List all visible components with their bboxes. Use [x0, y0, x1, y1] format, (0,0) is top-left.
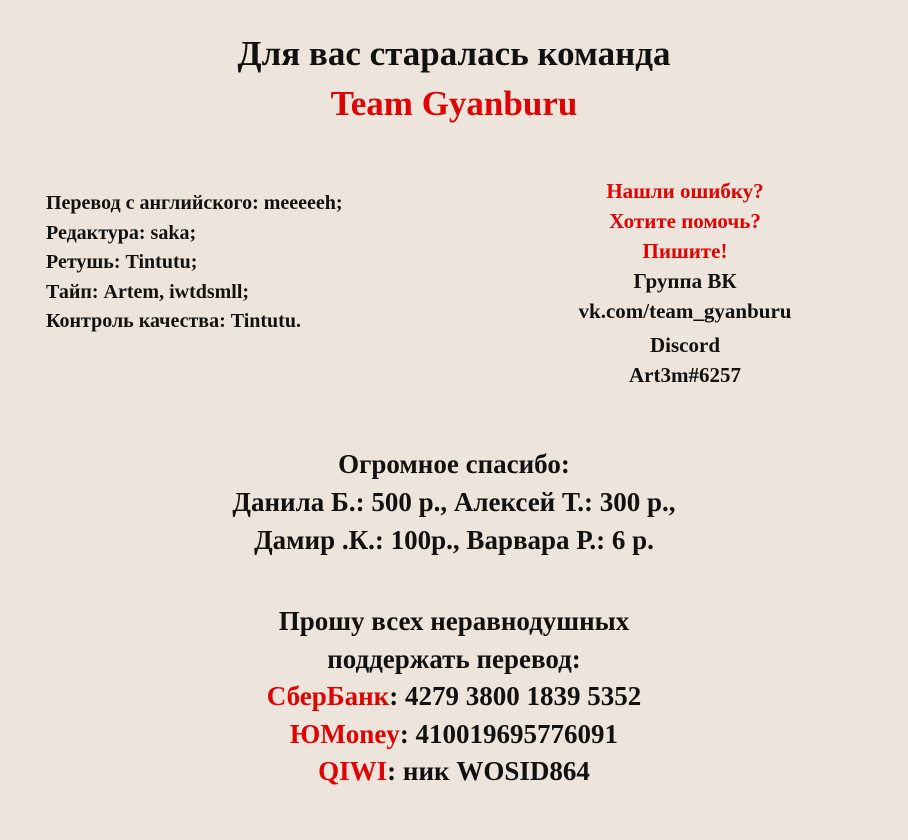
payment-qiwi: [0, 753, 908, 791]
found-error-text: Нашли ошибку?: [606, 179, 764, 203]
payment-value: : ник WOSID864: [387, 756, 590, 786]
support-line: Прошу всех неравнодушных: [278, 606, 630, 636]
payment-yumoney: [0, 716, 908, 754]
support-block: [0, 603, 908, 791]
credit-editing: Редактура: saka;: [46, 221, 197, 244]
credits-list: [46, 189, 343, 337]
credit-retouch: Ретушь: Tintutu;: [46, 251, 198, 273]
payment-name: СберБанк: [266, 681, 390, 711]
thanks-title: Огромное спасибо:: [338, 449, 570, 479]
discord-label: Discord: [650, 333, 720, 357]
thanks-block: [0, 445, 908, 559]
payment-name: QIWI: [318, 756, 388, 786]
discord-handle: Art3m#6257: [629, 363, 741, 387]
donor-line: Данила Б.: 500 р., Алексей Т.: 300 р.,: [232, 487, 676, 517]
credit-typesetting: Тайп: Artem, iwtdsmll;: [46, 280, 250, 303]
credit-quality-control: Контроль качества: Tintutu.: [46, 310, 301, 332]
payment-value: : 4279 3800 1839 5352: [389, 681, 642, 711]
write-us-text: Пишите!: [642, 239, 728, 263]
page-title: Для вас старалась команда: [237, 34, 671, 73]
vk-group-link[interactable]: vk.com/team_gyanburu: [578, 299, 792, 323]
payment-value: : 410019695776091: [399, 718, 619, 749]
support-line: поддержать перевод:: [327, 643, 581, 674]
team-name: Team Gyanburu: [330, 84, 578, 123]
payment-name: ЮMoney: [289, 718, 400, 749]
want-help-text: Хотите помочь?: [609, 209, 761, 233]
credit-translation: Перевод с английского: meeeeeh;: [46, 192, 343, 214]
contact-block: [520, 176, 850, 390]
donor-line: Дамир .К.: 100р., Варвара Р.: 6 р.: [254, 525, 654, 555]
vk-group-label: Группа ВК: [633, 269, 737, 293]
payment-sberbank: [0, 678, 908, 716]
